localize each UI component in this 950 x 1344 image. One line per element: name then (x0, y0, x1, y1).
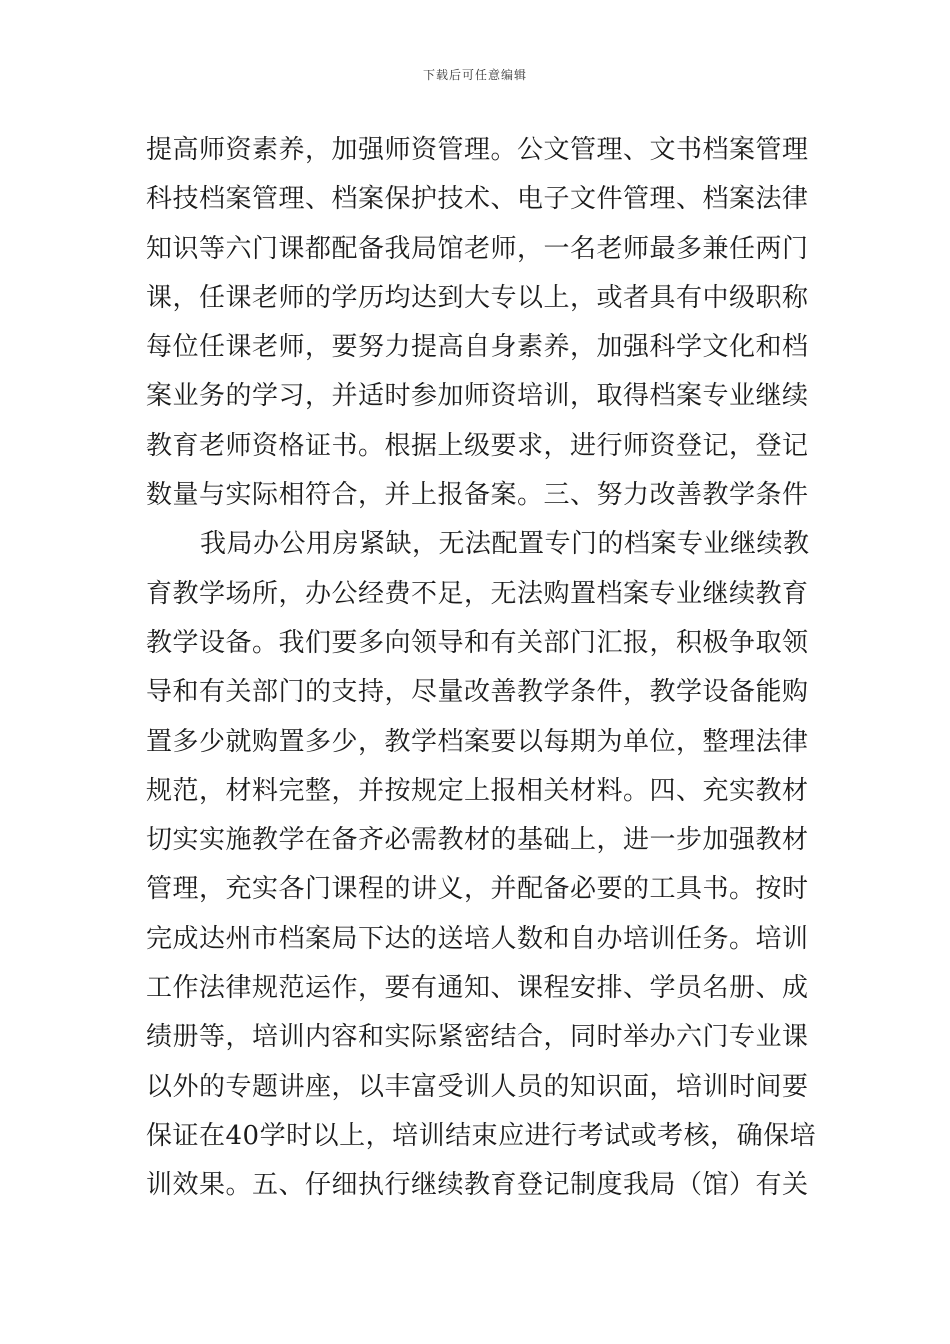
text-line: 置多少就购置多少，教学档案要以每期为单位，整理法律 (146, 726, 809, 757)
text-line: 每位任课老师，要努力提高自身素养，加强科学文化和档 (146, 332, 809, 363)
text-line: 导和有关部门的支持，尽量改善教学条件，教学设备能购 (146, 677, 809, 708)
document-body (146, 126, 817, 1211)
text-line: 训效果。五、仔细执行继续教育登记制度我局（馆）有关 (146, 1170, 809, 1201)
text-line: 提高师资素养，加强师资管理。公文管理、文书档案管理 (146, 135, 809, 165)
text-line: 切实实施教学在备齐必需教材的基础上，进一步加强教材 (146, 825, 809, 856)
text-line: 管理，充实各门课程的讲义，并配备必要的工具书。按时 (146, 874, 809, 905)
text-line: 数量与实际相符合，并上报备案。三、努力改善教学条件 (146, 480, 809, 511)
text-line: 规范，材料完整，并按规定上报相关材料。四、充实教材 (146, 775, 809, 806)
text-line: 完成达州市档案局下达的送培人数和自办培训任务。培训 (146, 923, 809, 954)
text-line: 科技档案管理、档案保护技术、电子文件管理、档案法律 (146, 184, 809, 215)
text-line: 课，任课老师的学历均达到大专以上，或者具有中级职称 (146, 282, 809, 313)
text-line: 工作法律规范运作，要有通知、课程安排、学员名册、成 (146, 973, 809, 1004)
text-line: 绩册等，培训内容和实际紧密结合，同时举办六门专业课 (146, 1022, 809, 1053)
text-line: 教学设备。我们要多向领导和有关部门汇报，积极争取领 (146, 627, 809, 658)
paragraph-start-line: 我局办公用房紧缺，无法配置专门的档案专业继续教 (200, 529, 810, 560)
text-line: 保证在40学时以上，培训结束应进行考试或考核，确保培 (146, 1120, 817, 1151)
text-line: 教育老师资格证书。根据上级要求，进行师资登记，登记 (146, 430, 809, 461)
text-line: 以外的专题讲座，以丰富受训人员的知识面，培训时间要 (146, 1071, 809, 1102)
text-line: 育教学场所，办公经费不足，无法购置档案专业继续教育 (146, 578, 809, 609)
text-line: 知识等六门课都配备我局馆老师，一名老师最多兼任两门 (146, 233, 809, 264)
text-line: 案业务的学习，并适时参加师资培训，取得档案专业继续 (146, 381, 809, 412)
header-note: 下载后可任意编辑 (422, 68, 527, 82)
